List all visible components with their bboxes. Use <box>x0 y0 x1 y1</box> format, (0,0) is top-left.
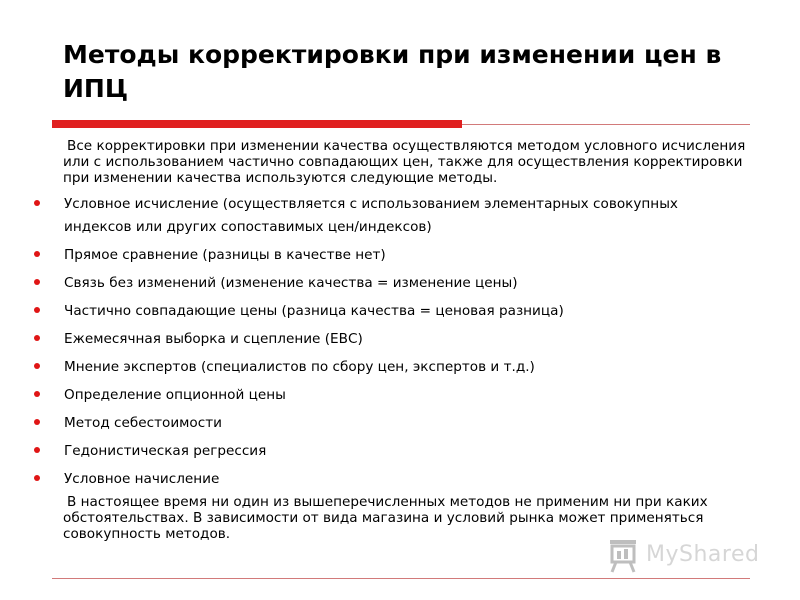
list-item <box>0 356 744 379</box>
bullet-dot-icon <box>34 200 40 206</box>
bullet-dot-icon <box>34 363 40 369</box>
title-underline-accent <box>52 120 462 128</box>
bullet-dot-icon <box>34 307 40 313</box>
list-item-text: Условное исчисление (осуществляется с использованием элементарных совокупных индексов или других сопоставимых цен/индексов) <box>64 196 678 235</box>
list-item <box>0 412 744 435</box>
watermark-text: MyShared <box>646 542 760 567</box>
outro-paragraph: В настоящее время ни один из вышеперечисленных методов не применим ни при каких обстоятельствах. В зависимости от вида магазина и условий рынка может применяться совокупность методов. <box>63 494 708 542</box>
list-item-text: Прямое сравнение (разницы в качестве нет) <box>64 247 386 263</box>
footer-rule <box>52 578 750 579</box>
list-item <box>0 328 744 351</box>
slide-title: Методы корректировки при изменении цен в ИПЦ <box>63 40 722 103</box>
list-item <box>0 468 744 491</box>
bullet-dot-icon <box>34 279 40 285</box>
list-item <box>0 300 744 323</box>
list-item <box>0 272 744 295</box>
bullet-dot-icon <box>34 475 40 481</box>
list-item <box>0 244 744 267</box>
watermark-logo <box>604 538 774 574</box>
list-item <box>0 384 744 407</box>
methods-list <box>0 193 800 496</box>
list-item-text: Условное начисление <box>64 471 220 487</box>
bullet-dot-icon <box>34 391 40 397</box>
list-item-text: Частично совпадающие цены (разница качества = ценовая разница) <box>64 303 564 319</box>
list-item-text: Ежемесячная выборка и сцепление (ЕВС) <box>64 331 363 347</box>
bullet-dot-icon <box>34 419 40 425</box>
list-item-text: Гедонистическая регрессия <box>64 443 267 459</box>
presentation-board-icon <box>604 538 644 574</box>
list-item-text: Определение опционной цены <box>64 387 286 403</box>
bullet-dot-icon <box>34 447 40 453</box>
bullet-dot-icon <box>34 335 40 341</box>
list-item <box>0 193 744 239</box>
bullet-dot-icon <box>34 251 40 257</box>
list-item-text: Мнение экспертов (специалистов по сбору цен, экспертов и т.д.) <box>64 359 535 375</box>
list-item <box>0 440 744 463</box>
list-item-text: Метод себестоимости <box>64 415 222 431</box>
intro-paragraph: Все корректировки при изменении качества осуществляются методом условного исчисления или с использованием частично совпадающих цен, также для осуществления корректировки при изменении качества используются следующие методы. <box>63 138 746 186</box>
list-item-text: Связь без изменений (изменение качества = изменение цены) <box>64 275 518 291</box>
